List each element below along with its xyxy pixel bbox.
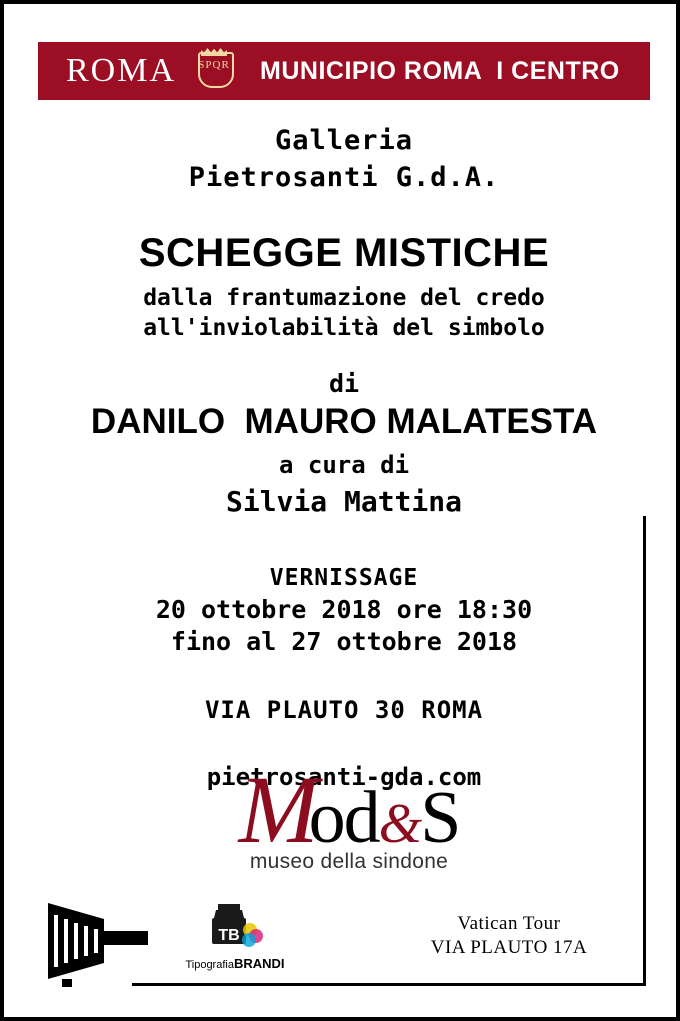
municipality-banner — [38, 42, 650, 100]
exhibition-subtitle-line2: all'inviolabilità del simbolo — [143, 314, 545, 341]
brandi-name-light: Tipografia — [185, 959, 234, 971]
website-url[interactable]: pietrosanti-gda.com — [206, 762, 482, 791]
banner-title: MUNICIPIO ROMA I CENTRO — [260, 56, 620, 85]
poster-content — [4, 122, 680, 793]
modes-letter-m: M — [238, 756, 309, 863]
curator-name: Silvia Mattina — [225, 484, 462, 518]
crest-crown-shape — [201, 48, 227, 56]
crest-letters: SPQR — [198, 59, 230, 71]
tipografia-brandi-logo — [172, 902, 298, 986]
brandi-name-bold: BRANDI — [233, 956, 285, 971]
exhibition-title: SCHEGGE MISTICHE — [138, 230, 550, 275]
svg-text:TB: TB — [218, 927, 240, 944]
modes-ampersand: & — [378, 793, 421, 855]
exhibition-subtitle-line1: dalla frantumazione del credo — [143, 284, 545, 311]
brandi-mark-icon — [204, 902, 266, 954]
modes-tagline: museo della sindone — [249, 850, 449, 873]
vertical-divider — [643, 516, 646, 986]
modes-letter-s: S — [420, 777, 460, 859]
vatican-tour-address: VIA PLAUTO 17A — [430, 936, 588, 958]
gallery-name-line2: Pietrosanti G.d.A. — [188, 162, 500, 194]
roma-wordmark: ROMA — [66, 52, 177, 89]
artist-name: DANILO MAURO MALATESTA — [90, 402, 598, 442]
brandi-wordmark — [172, 956, 298, 971]
modes-letters-od: od — [308, 777, 379, 859]
projector-icon — [40, 897, 158, 989]
curator-label: a cura di — [278, 450, 410, 479]
rome-crest-icon — [194, 48, 234, 94]
vernissage-label: VERNISSAGE — [269, 564, 419, 591]
modes-logo — [194, 756, 504, 882]
gallery-name-line1: Galleria — [274, 125, 414, 156]
venue-address: VIA PLAUTO 30 ROMA — [204, 695, 484, 724]
vatican-tour-block — [384, 912, 634, 960]
vatican-tour-name: Vatican Tour — [457, 913, 561, 934]
opening-date: 20 ottobre 2018 ore 18:30 — [155, 594, 533, 624]
byline-label: di — [328, 369, 360, 399]
closing-date: fino al 27 ottobre 2018 — [170, 627, 518, 657]
